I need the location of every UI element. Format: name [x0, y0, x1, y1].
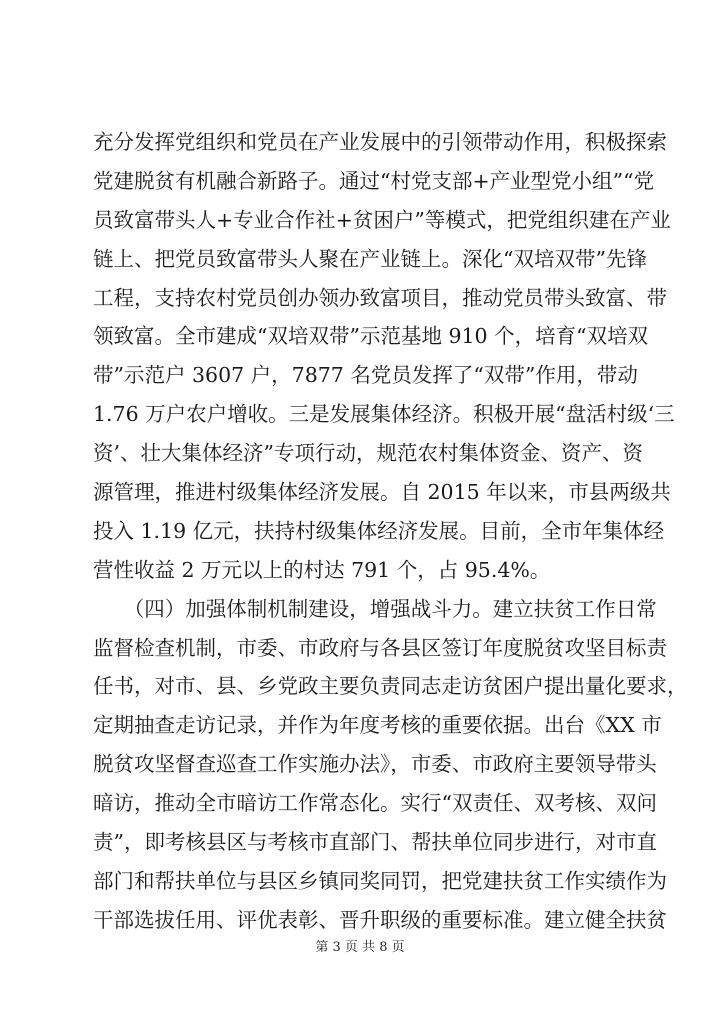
text-line-paragraph-end: 营性收益 2 万元以上的村达 791 个，占 95.4%。 [93, 557, 551, 582]
text-line: 部门和帮扶单位与县区乡镇同奖同罚，把党建扶贫工作实绩作为 [93, 868, 667, 893]
text-line: 投入 1.19 亿元，扶持村级集体经济发展。目前，全市年集体经 [93, 518, 665, 543]
text-line: 党建脱贫有机融合新路子。通过“村党支部+产业型党小组”“党 [93, 168, 655, 193]
text-line: 干部选拔任用、评优表彰、晋升职级的重要标准。建立健全扶贫 [93, 907, 667, 932]
text-line: 带”示范户 3607 户，7877 名党员发挥了“双带”作用，带动 [93, 363, 638, 388]
text-line: 暗访，推动全市暗访工作常态化。实行“双责任、双考核、双问 [93, 791, 657, 816]
text-line: 1.76 万户农户增收。三是发展集体经济。积极开展“盘活村级‘三 [93, 402, 675, 427]
text-line: 脱贫攻坚督查巡查工作实施办法》，市委、市政府主要领导带头 [93, 752, 657, 777]
text-line: 领致富。全市建成“双培双带”示范基地 910 个，培育“双培双 [93, 324, 649, 349]
text-line: 资’、壮大集体经济”专项行动，规范农村集体资金、资产、资 [93, 441, 643, 466]
text-line: 责”，即考核县区与考核市直部门、帮扶单位同步进行，对市直 [93, 830, 657, 855]
page-number-footer: 第 3 页 共 8 页 [315, 940, 405, 955]
text-line-paragraph-start: （四）加强体制机制建设，增强战斗力。建立扶贫工作日常 [93, 596, 657, 621]
text-line: 员致富带头人+专业合作社+贫困户”等模式，把党组织建在产业 [93, 207, 671, 232]
body-text [93, 123, 688, 940]
text-line: 监督检查机制，市委、市政府与各县区签订年度脱贫攻坚目标责 [93, 635, 667, 660]
text-line: 链上、把党员致富带头人聚在产业链上。深化“双培双带”先锋 [93, 246, 647, 271]
text-line: 定期抽查走访记录，并作为年度考核的重要依据。出台《XX 市 [93, 713, 662, 738]
text-line: 工程，支持农村党员创办领办致富项目，推动党员带头致富、带 [93, 285, 667, 310]
text-line: 充分发挥党组织和党员在产业发展中的引领带动作用，积极探索 [93, 130, 667, 154]
text-line: 任书，对市、县、乡党政主要负责同志走访贫困户提出量化要求， [93, 674, 688, 699]
text-line: 源管理，推进村级集体经济发展。自 2015 年以来，市县两级共 [93, 480, 671, 505]
